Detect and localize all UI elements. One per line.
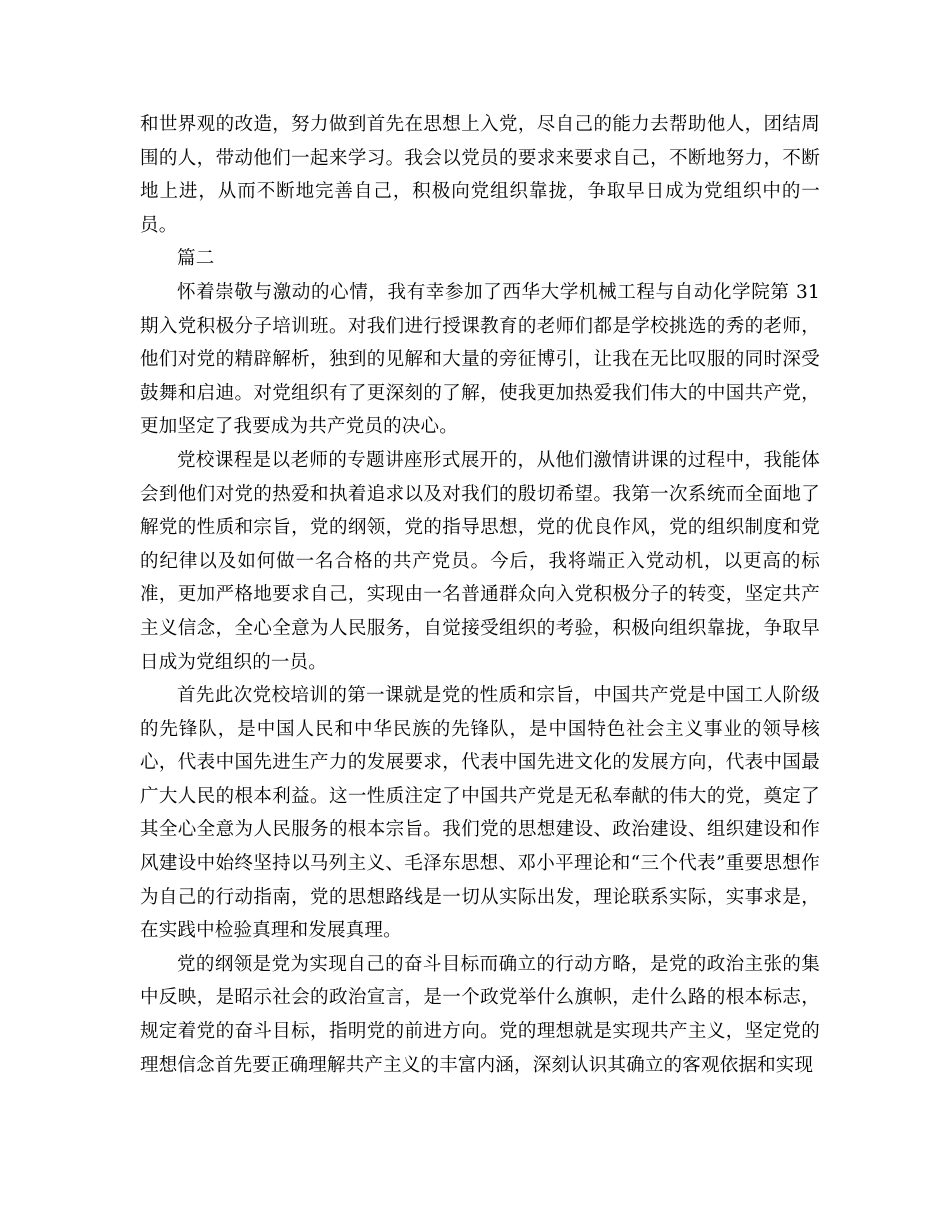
paragraph-nature: 首先此次党校培训的第一课就是党的性质和宗旨，中国共产党是中国工人阶级的先锋队，是中国人民和中华民族的先锋队，是中国特色社会主义事业的领导核心，代表中国先进生产力的发展要求，代表中国先进文化的发展方向，代表中国最广大人民的根本利益。这一性质注定了中国共产党是无私奉献的伟大的党，奠定了其全心全意为人民服务的根本宗旨。我们党的思想建设、政治建设、组织建设和作风建设中始终坚持以马列主义、毛泽东思想、邓小平理论和“三个代表”重要思想作为自己的行动指南，党的思想路线是一切从实际出发，理论联系实际，实事求是，在实践中检验真理和发展真理。 xyxy=(140,685,820,942)
paragraph-program: 党的纲领是党为实现自己的奋斗目标而确立的行动方略，是党的政治主张的集中反映，是昭示社会的政治宣言，是一个政党举什么旗帜，走什么路的根本标志，规定着党的奋斗目标，指明党的前进方向。党的理想就是实现共产主义，坚定党的理想信念首先要正确理解共产主义的丰富内涵，深刻认识其确立的客观依据和实现 xyxy=(140,953,820,1076)
paragraph-continuation: 和世界观的改造，努力做到首先在思想上入党，尽自己的能力去帮助他人，团结周围的人，带动他们一起来学习。我会以党员的要求来要求自己，不断地努力，不断地上进，从而不断地完善自己，积极向党组织靠拢，争取早日成为党组织中的一员。 xyxy=(140,114,820,236)
paragraph-course: 党校课程是以老师的专题讲座形式展开的，从他们激情讲课的过程中，我能体会到他们对党的热爱和执着追求以及对我们的殷切希望。我第一次系统而全面地了解党的性质和宗旨，党的纲领，党的指导思想，党的优良作风，党的组织制度和党的纪律以及如何做一名合格的共产党员。今后，我将端正入党动机，以更高的标准，更加严格地要求自己，实现由一名普通群众向入党积极分子的转变，坚定共产主义信念，全心全意为人民服务，自觉接受组织的考验，积极向组织靠拢，争取早日成为党组织的一员。 xyxy=(140,449,820,673)
section-heading: 篇二 xyxy=(177,248,215,270)
paragraph-intro: 怀着崇敬与激动的心情，我有幸参加了西华大学机械工程与自动化学院第 31 期入党积极分子培训班。对我们进行授课教育的老师们都是学校挑选的秀的老师，他们对党的精辟解析，独到的见解和大量的旁征博引，让我在无比叹服的同时深受鼓舞和启迪。对党组织有了更深刻的了解，使我更加热爱我们伟大的中国共产党，更加坚定了我要成为共产党员的决心。 xyxy=(140,281,820,438)
document-body xyxy=(140,108,820,1082)
